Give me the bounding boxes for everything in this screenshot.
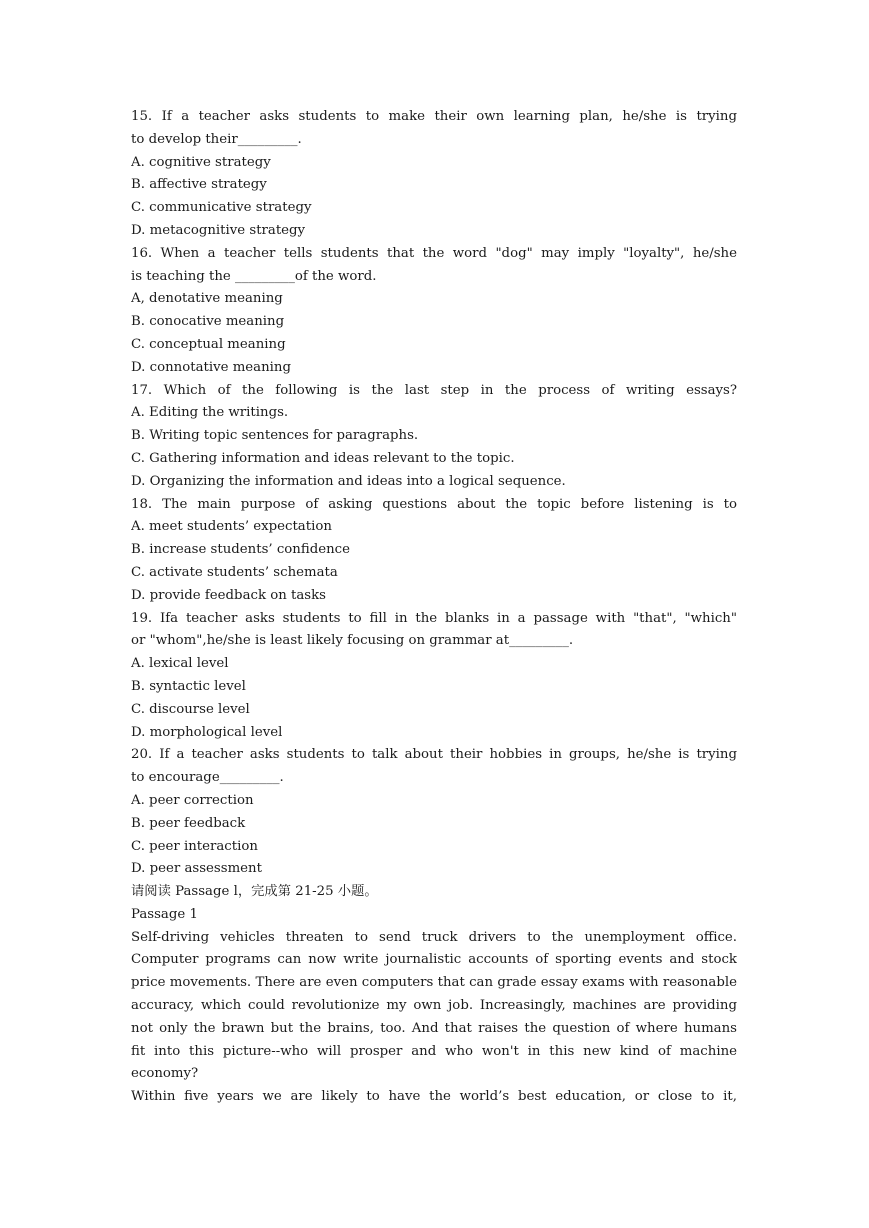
text-line: 20. If a teacher asks students to talk about their hobbies in groups, he/she is trying — [131, 747, 737, 763]
text-line: fit into this picture--who will prosper and who won't in this new kind of machine — [131, 1043, 737, 1059]
document-page — [131, 106, 737, 1109]
text-line: A, denotative meaning — [131, 291, 283, 307]
text-line: D. metacognitive strategy — [131, 222, 306, 238]
text-line: C. Gathering information and ideas relevant to the topic. — [131, 450, 515, 466]
text-line: not only the brawn but the brains, too. And that raises the question of where humans — [131, 1020, 737, 1036]
text-line: accuracy, which could revolutionize my own job. Increasingly, machines are providing — [131, 998, 737, 1014]
text-line: D. peer assessment — [131, 861, 262, 877]
text-line: 19. Ifa teacher asks students to fill in the blanks in a passage with "that", "which" — [131, 610, 737, 626]
text-line: A. Editing the writings. — [131, 405, 289, 421]
text-line: to develop their_________. — [131, 131, 302, 147]
text-line: B. Writing topic sentences for paragraphs. — [131, 428, 419, 444]
text-line: A. meet students’ expectation — [131, 519, 332, 535]
text-line: Passage 1 — [131, 906, 198, 922]
text-line: Computer programs can now write journalistic accounts of sporting events and stock — [131, 952, 737, 968]
text-line: price movements. There are even computers that can grade essay exams with reasonable — [131, 975, 737, 991]
text-line: D. connotative meaning — [131, 359, 291, 375]
text-line: B. affective strategy — [131, 177, 267, 193]
text-line: B. syntactic level — [131, 678, 246, 694]
text-line: C. conceptual meaning — [131, 336, 286, 352]
text-line: 15. If a teacher asks students to make their own learning plan, he/she is trying — [131, 109, 737, 124]
text-line: 16. When a teacher tells students that the word "dog" may imply "loyalty", he/she — [131, 245, 737, 261]
text-line: Within five years we are likely to have the world’s best education, or close to it, — [131, 1089, 737, 1105]
text-line: economy? — [131, 1066, 199, 1082]
text-line: 18. The main purpose of asking questions about the topic before listening is to — [131, 496, 737, 512]
text-line: C. peer interaction — [131, 838, 258, 854]
text-line: 17. Which of the following is the last step in the process of writing essays? — [131, 382, 737, 398]
text-line: B. peer feedback — [131, 815, 246, 831]
text-line: or "whom",he/she is least likely focusing on grammar at_________. — [131, 633, 574, 649]
text-line: B. increase students’ confidence — [131, 542, 351, 558]
text-line: is teaching the _________of the word. — [131, 268, 377, 284]
text-line: A. cognitive strategy — [131, 154, 271, 170]
text-line: B. conocative meaning — [131, 314, 285, 330]
text-line: D. Organizing the information and ideas into a logical sequence. — [131, 473, 566, 489]
text-line: A. peer correction — [131, 792, 254, 808]
text-line: D. morphological level — [131, 724, 283, 740]
text-line: A. lexical level — [131, 656, 229, 672]
text-line: C. discourse level — [131, 701, 250, 717]
text-line: D. provide feedback on tasks — [131, 587, 326, 603]
text-line: to encourage_________. — [131, 770, 284, 786]
text-line: Self-driving vehicles threaten to send truck drivers to the unemployment office. — [131, 929, 737, 945]
text-line: 请阅读 Passage l，完成第 21-25 小题。 — [131, 884, 378, 900]
text-line: C. activate students’ schemata — [131, 564, 338, 580]
text-line: C. communicative strategy — [131, 200, 312, 216]
